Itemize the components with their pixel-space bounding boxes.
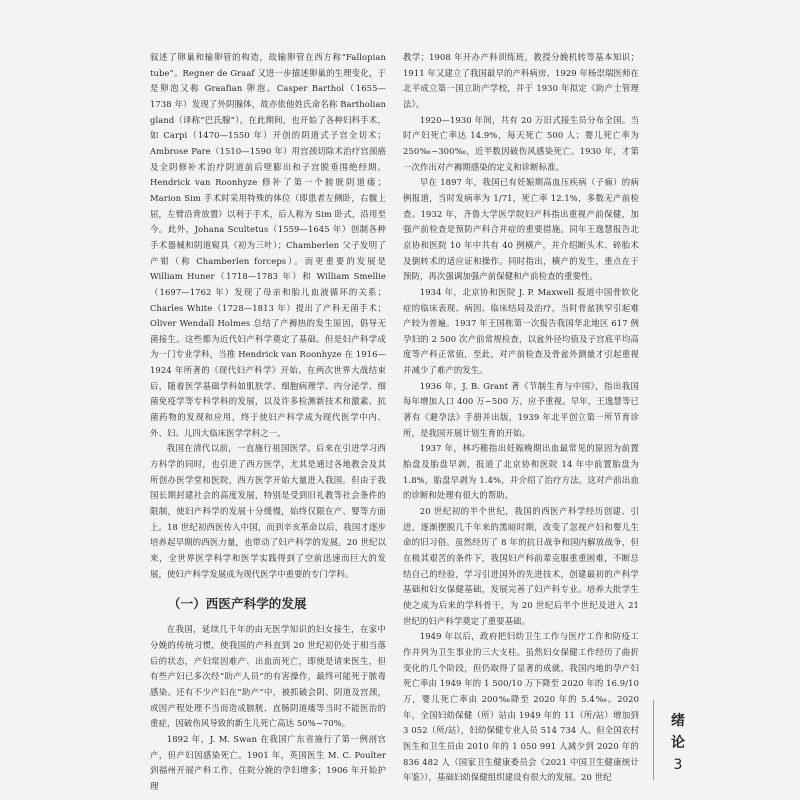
chapter-side-tab (664, 710, 692, 754)
chapter-tab-char: 论 (671, 735, 685, 751)
paragraph: 1949 年以后，政府把妇幼卫生工作与医疗工作和防疫工作并列为卫生事业的三大支柱。虽然妇女保健工作经历了曲折变化的几个阶段，但仍取得了显著的成就，我国内地的孕产妇死亡率由 1949 年的 1 500/10 万下降至 2020 年的 16.9/10 万，婴儿死亡率由 200‰降至 2020 年的 5.4‰。2020 年，全国妇幼保健（所）站由 1949 年的 11（所/站）增加到 3 052（所/站），妇幼保健专业人员 514 734 人。但全国农村医生和卫生员由 2010 年的 1 050 991 人减少到 2020 年的 836 482 人（国家卫生健康委员会《2021 中国卫生健康统计年鉴》），基础妇幼保健组织建设有很大的发展。20 世纪 (403, 631, 639, 783)
chapter-tab-char: 绪 (671, 713, 685, 729)
paragraph: 叙述了卵巢和输卵管的构造，故输卵管在西方称“Fallopian tube”。Regner de Graaf 又进一步描述卵巢的生理变化，于是卵泡又称 Graafian 卵泡。Casper Barthol（1655—1738 年）发现了外阴腺体，故亦依他姓氏命名称 Bartholian gland（译称“巴氏腺”）。在此期间，也开始了各种妇科手术，如 Carpi（1470—1550 年）开创的阴道式子宫全切术；Ambrose Pare（1510—1590 年）用宫颈切除术治疗宫颈癌及全阴修补术治疗阴道前后壁膨出和子宫脱垂围绝经期。Hendrick van Roonhyze 修补了第一个膀胱阴道瘘；Marion Sim 手术时采用特殊的体位（即患者左侧卧，右髋上屈，左臂沿背放置）以利于手术，后人称为 Sim 卧式，沿用至今。此外，Johana Scultetus（1559—1645 年）创制各种手术器械和阴道窥具（初为三叶）；Chamberlen 父子发明了产钳（称 Chamberlen forceps）。而更重要的发展是 William Huner（1718—1783 年）和 William Smellie（1697—1762 年）发现了母亲和胎儿血液循环的关系；Charles White（1728—1813 年）提出了产科无菌手术；Oliver Wendall Holmes 总结了产褥热的发生原因，倡导无菌接生。这些都为近代妇产科学奠定了基础。但是妇产科学成为一门专业学科，当推 Hendrick van Roonhyze 在 1916—1924 年所著的《现代妇产科学》开始。在两次世界大战结束后，随着医学基础学科如肌肤学、细胞病理学、内分泌学、细菌免疫学等专科学科的发展，以及许多检测新技术和激素、抗菌药物的发现和应用，终于使妇产科学成为现代医学中内、外、妇、儿四大临床医学学科之一。 (150, 52, 386, 438)
paragraph: 我国在清代以前，一直施行祖国医学。后来在引进学习西方科学的同时，也引进了西方医学，尤其是通过各地教会及其所创办医学堂和医院，西方医学开始大量进入我国。但由于我国长期封建社会的高度发展，特别是受到旧礼教等社会条件的限制，使妇产科学的发展十分缓慢，始终仅限在产、婴等方面上。18 世纪初西医传入中国，而到辛亥革命以后，我国才逐步培养起早期的西医力量，也带动了妇产科学的发展。20 世纪以来，全世界医学科学和医学实践得到了空前迅速而巨大的发展，使妇产科学发展成为现代医学中重要的专门学科。 (150, 443, 386, 579)
paragraph: 1920—1930 年间，共有 20 万旧式接生员分布全国。当时产妇死亡率达 14.9%，每天死亡 500 人；婴儿死亡率为 250‰~300‰，近半数因破伤风感染死亡。1930 年，才第一次作出对产褥期感染的定义和诊断标准。 (403, 114, 639, 172)
paragraph: 教学；1908 年开办产科训练班，教授分娩机转等基本知识；1911 年又建立了我国最早的产科病房。1929 年杨崇瑞医师在北平成立第一国立助产学校，并于 1930 年拟定《助产士管理法》。 (403, 52, 639, 109)
side-divider (653, 700, 654, 780)
paragraph: 1934 年，北京协和医院 J. P. Maxwell 报道中国骨软化症的临床表现、病因、临床结局及治疗，当时骨盆狭窄引起难产较为普遍。1937 年王国栋第一次报告我国华北地区 617 例孕妇的 2 500 次产前常规检查，以盆外径均值及子宫底平均高度等产科正常值，至此，对产前检查及骨盆外测量才引起重视并减少了难产的发生。 (403, 286, 639, 376)
paragraph: 在我国，延续几千年的由无医学知识的妇女接生，在家中分娩的传统习惯，使我国的产科直到 20 世纪初仍处于相当落后的状态，产妇常因难产、出血而死亡，即使是请来医生，但有些产妇已多次经“助产人员”的有害操作，最终可能死于脓毒感染。还有不少产妇在“助产”中，被抓破会阴、阴道及宫颈，或因产程处理不当而造成膀胱、直肠阴道瘘等当时不能医治的重症，因破伤风导致的新生儿死亡高达 50%~70%。 (150, 624, 386, 729)
paragraph: 1937 年，林巧稚指出妊娠晚期出血最常见的原因为前置胎盘及胎盘早剥，报道了北京协和医院 14 年中前置胎盘为 1.8%，胎盘早剥为 1.4%，并介绍了治疗方法。这对产前出血的诊断和处理有很大的帮助。 (403, 443, 639, 501)
paragraph: 早在 1897 年，我国已有妊娠期高血压疾病（子痫）的病例报道，当时发病率为 1/71，死亡率 12.1%，多数无产前检查。1932 年，齐鲁大学医学院妇产科指出重视产前保健，加强产前检查是预防产科合并症的重要措施。同年王逸慧报告北京协和医院 10 年中共有 40 例横产，并介绍断头术、碎胎术及倒转术的适应证和操作。同时指出，横产的发生，重点在于预防，再次强调加强产前保健和产前检查的重要性。 (403, 177, 639, 282)
right-column (403, 50, 639, 786)
page-number: 3 (673, 757, 683, 773)
left-column (150, 50, 386, 795)
section-heading: （一）西医产科学的发展 (168, 596, 307, 612)
paragraph: 1892 年，J. M. Swan 在我国广东省施行了第一例剖宫产，但产妇因感染死亡。1901 年，英国医生 M. C. Poulter 到福州开展产科工作，住院分娩的孕妇增多；1906 年开始护理 (150, 733, 386, 791)
paragraph: 20 世纪初的半个世纪，我国的西医产科学经历创建、引进，逐渐摆脱几千年来的黑暗时期，改变了忽视产妇和婴儿生命的旧习俗。虽然经历了 8 年的抗日战争和国内解放战争，但在极其艰苦的条件下，我国妇产科前辈克服重重困难，不断总结自己的经验，学习引进国外的先进技术，创建最初的产科学基础和妇女保健基础，发展完善了妇产科专业。培养大批学生使之成为后来的学科骨干，为 20 世纪后半个世纪及进入 21 世纪的妇产科学奠定了重要基础。 (403, 506, 639, 626)
paragraph: 1936 年，J. B. Grant 著《节制生育与中国》，指出我国每年增加人口 400 万~500 万，应予重视。早年，王逸慧等已著有《避孕法》手册并出版，1939 年北平创立第一所节育诊所，是我国开展计划生育的开始。 (403, 380, 639, 438)
